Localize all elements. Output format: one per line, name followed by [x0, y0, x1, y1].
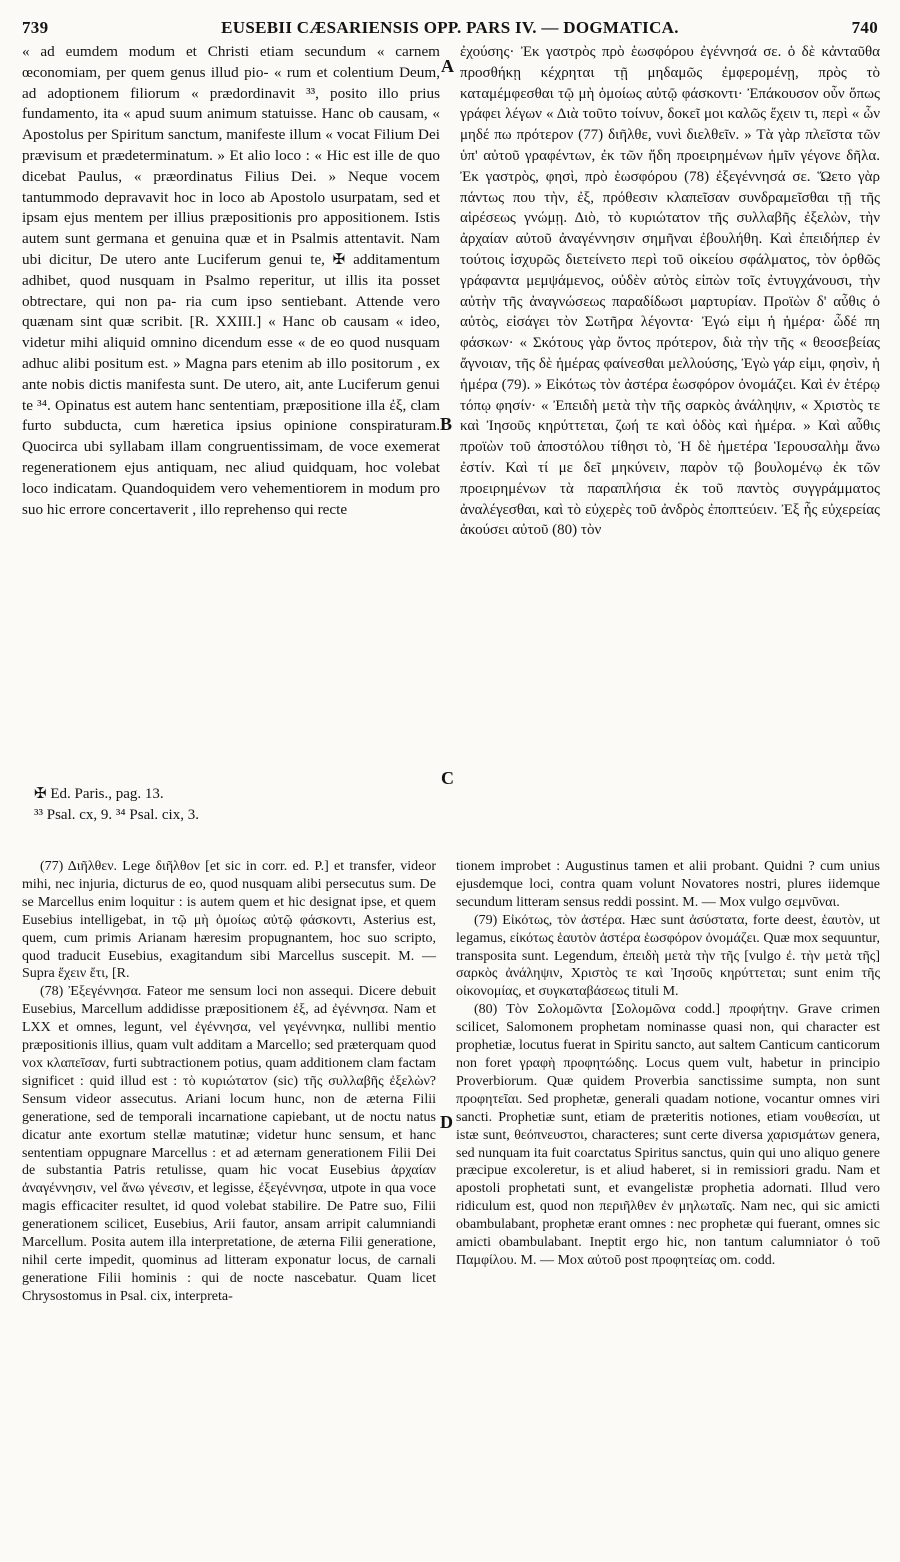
greek-text-paragraph: ἐχούσης· Ἐκ γαστρὸς πρὸ ἑωσφόρου ἐγέννησά σε. ὁ δὲ κἀνταῦθα προσθήκῃ κέχρηται τῇ μηδαμῶς ἐμφερομένῃ, πρὸς τὸ καταμέμφεσθαι τῷ μὴ ὁμοίως αὐτῷ φάσκοντι· Ἐπάκουσον οὖν ὅπως γράφει λέγων « Διὰ τοῦτο τοίνυν, δοκεῖ μοι καλῶς ἔχειν τι, περὶ « ὧν μηδέ πω πρότερον (77) διῆλθε, νυνὶ διελθεῖν. » Τὰ γὰρ πλεῖστα τῶν ὑπ' αὐτοῦ γραφέντων, ἐκ τῶν ἤδη προειρημένων ἡμῖν γέγονε δῆλα. Ἐκ γαστρὸς, φησὶ, πρὸ ἑωσφόρου (78) ἐξεγέννησά σε. Ὥετο γὰρ πάντως που τὴν, ἐξ, πρόθεσιν κλαπεῖσαν συνδραμεῖσθαι τῇ τῆς αἱρέσεως γνώμῃ. Διὸ, τὸ κυριώτατον τῆς συλλαβῆς ἐξελὼν, τὴν ἀρχαίαν αὐτοῦ ἀναγέννησιν σημῆναι ἐβουλήθη. Καὶ ἐπειδήπερ ἐν τούτοις ἰσχυρῶς διετείνετο περὶ τοῦ οἰκείου σφάλματος, τὸν ὀρθῶς γράφαντα μεμψάμενος, οὐδὲν αὐτὸς εἰπὼν τοῖς ἐντυγχάνουσι, τὴν αὐτὴν τῆς ἀναγνώσεως παραδίδωσι μαρτυρίαν. Προϊὼν δ' αὖθις ὁ αὐτὸς, εἰσάγει τὸν Σωτῆρα λέγοντα· Ἐγώ εἰμι ἡ ἡμέρα· ὧδέ πη φάσκων· « Σκότους γὰρ ὄντος πρότερον, διὰ τὴν τῆς « θεοσεβείας ἄγνοιαν, τῆς δὲ ἡμέρας φαίνεσθαι μελλούσης, Ἐγὼ γάρ εἰμι, φησὶν, ἡ ἡμέρα (79). » Εἰκότως τὸν ἀστέρα ἑωσφόρον ὀνομάζει. Καὶ ἐν ἑτέρῳ τόπῳ φησίν· « Ἐπειδὴ μετὰ τὴν τῆς σαρκὸς ἀνάληψιν, « Χριστὸς τε καὶ Ἰησοῦς κηρύττεται, ζωή τε καὶ ὁδὸς καὶ ἡμέρα. » Καὶ αὖθις προϊὼν τοῦ ἀποστόλου τίθησι τὸ, Ἡ δὲ ἡμετέρα Ἱερουσαλὴμ ἄνω ἐστίν. Καὶ τί με δεῖ μηκύνειν, παρὸν τῷ βουλομένῳ ἐκ τῶν προειρημένων τὰ παραπλήσια ἐκ τοῦ παντὸς συγγράμματος ἀναλέγεσθαι, καὶ τὸ εὐχερὲς τοῦ ἀνδρὸς ἐποπτεύειν. Ἐξ ἧς εὐχερείας ἀκούσει αὐτοῦ (80) τὸν	[460, 44, 880, 539]
note-80: (80) Τὸν Σολομῶντα [Σολομῶνα codd.] προφήτην. Grave crimen scilicet, Salomonem prophetam nominasse quasi non, qui character est prophetiæ, locutus fuerat in Spiritu sancto, aut saltem Canticum canticorum non foret γραφὴ προφητώδης. Locus quem vult, habetur in principio Proverbiorum. Quæ quidem Proverbia sanctissime sumpta, non sunt προφητεῖαι. Sed prophetæ, generali quadam notione, vocantur omnes viri sancti. Prophetiæ sunt, etiam de præteritis notiones, etiam νουθεσίαι, ut istæ sunt, θεόπνευστοι, characteres; sunt certe diversa χαρισμάτων genera, sed nunquam ita fuit coarctatus Spiritus sanctus, quin qui uno aliquo genere præcipue excoleretur, is et aliud haberet, si in remissiori gradu. Nam et apostoli prophetati sunt, et evangelistæ prophetia adornati. Illud vero ridiculum est, quod non περιῆλθεν ἐν μηλωταῖς. Nam nec, qui sic amicti obambulabant, prophetæ erant omnes : nec prophetæ qui fuerant, omnes sic amicti obambulabant. Ineptit ergo hic, non tantum calumniator ὁ τοῦ Παμφίλου. M. — Mox αὐτοῦ post προφητείας om. codd.	[456, 1002, 880, 1268]
annotations-right-column	[456, 858, 880, 1270]
page-number-left: 739	[22, 18, 49, 37]
note-79: (79) Εἰκότως, τὸν ἀστέρα. Hæc sunt ἀσύστατα, forte deest, ἑαυτὸν, ut legamus, εἰκότως ἑαυτὸν ἀστέρα ἑωσφόρον ὀνομάζει. Quæ mox sequuntur, transposita sunt. Legendum, ἐπειδὴ μετὰ τὴν τῆς [vulgo ἐ. τὴν μετὰ τῆς] σαρκὸς ἀνάληψιν, Χριστὸς τε καὶ Ἰησοῦς κηρύττεται; sunt enim τῆς οἰκονομίας, et συγκαταβάσεως tituli M.	[456, 912, 880, 1000]
psalm-references: ³³ Psal. cx, 9. ³⁴ Psal. cix, 3.	[34, 806, 199, 823]
note-77: (77) Διῆλθεν. Lege διῆλθον [et sic in corr. ed. P.] et transfer, videor mihi, nec injuria, dicturus de eo, quod nusquam alibi persecutus sum. De se Marcellus enim loquitur : is autem quem et hic designat ipse, et quem Eusebius intelligebat, in τῷ μὴ ὁμοίως αὐτῷ φάσκοντι, Asterius est, quem, cum primis Arianam hæresim propugnantem, hoc suo scripto, quod traducit Eusebius, exagitandum sibi Marcellus suscepit. M. — Supra ἔχειν ἔτι, [R.	[22, 859, 436, 982]
note-78-continued: tionem improbet : Augustinus tamen et alii probant. Quidni ? cum unius ejusdemque loci, contra quam volunt Novatores nostri, plures iidemque secundum litteram sensus reddi possint. M. — Mox vulgo σεμνῦναι.	[456, 859, 880, 910]
edition-note: ✠ Ed. Paris., pag. 13.	[34, 786, 164, 802]
latin-text-paragraph: « ad eumdem modum et Christi etiam secundum « carnem œconomiam, per quem genus illud pio- « rum et colentium Deum, ad adoptionem filiorum « prædordinavit ³³, posito illo prius fundamento, ita « apud suum animum statuisse. Hanc ob causam, « Apostolus per Spiritum sanctum, manifeste illum « vocat Filium Dei prævisum et prædeterminatum. » Et alio loco : « Hic est ille de quo dicebat Paulus, « præordinatus Filius Dei. » Neque vocem tantummodo depravavit hoc in loco ab Apostolo usurpatam, sed et ipsam ejus mentem per illius præpositionis pro appositionem. Istis autem sunt germana et genuina quæ et in Psalmis attentavit. Nam ubi dicitur, De utero ante Luciferum genui te, ✠ additamentum adhibet, quod nusquam in Psalmo reperitur, ut illis ita posset obtrectare, qui non pa- ria cum ipso sentiebant. Attende vero quænam sint quæ scribit. [R. XXIII.] « Hanc ob causam « ideo, videtur mihi aliquid omnino dicendum esse « de eo quod nusquam adhuc alibi positum est. » Magna pars etenim ab illo positorum , ex ante nobis dictis manifesta sunt. De utero, ait, ante Luciferum genui te ³⁴. Opinatus est autem hanc sententiam, præpositione illa ἐξ, clam furto subducta, cum hæretica ipsius opinione conspiraturam. Quocirca ubi syllabam illam congruentissimam, de voce exemerat regenerationem ejus antiquam, nec aliud quidquam, hoc volebat loco indicatam. Quandoquidem vero vehementiorem in modum pro suo hic errore concertaverit , illo reprehenso qui recte	[22, 43, 440, 518]
margin-letter-c: C	[441, 768, 454, 788]
greek-text-column	[460, 42, 880, 541]
running-header	[22, 14, 878, 44]
running-title: EUSEBII CÆSARIENSIS OPP. PARS IV. — DOGMATICA.	[221, 18, 679, 37]
margin-letter-b: B	[440, 414, 453, 434]
annotations-left-column	[22, 858, 436, 1306]
latin-translation-column	[22, 42, 440, 520]
note-78: (78) Ἐξεγέννησα. Fateor me sensum loci non assequi. Dicere debuit Eusebius, Marcellum addidisse præpositionem ἐξ, ad ἐγέννησα. Nam et LXX et omnes, legunt, vel ἐγέννησα, vel γεγέννηκα, nullibi mentio præpositionis illius, quam vult additam a Marcello; sed præterquam quod vox κλαπεῖσαν, furti subtractionem potius, quam additionem clam factam significet : quid illud est : τὸ κυριώτατον (sic) τῆς συλλαβῆς ἐξελὼν? Sensum videor assecutus. Ariani locum hunc, non de æterna Filii generatione, sed de temporali incarnatione capiebant, ut de noctu natus dicatur ante exortum stellæ matutinæ; videtur hunc sensum, et hanc sententiam oppugnare Marcellus : et ad æternam generationem Filii Dei de substantia Patris retulisse, quam hic vocat Eusebius ἀρχαίαν ἀναγέννησιν, vel ἄνω γένεσιν, et legisse, ἐξεγέννησα, utpote in qua voce magis efficaciter resultet, id quod volebat stabilire. De Patre suo, Filii generationem scilicet, Eusebius, Arii fautor, ansam arripit calumniandi Marcellum. Posita autem illa interpretatione, de æterna Filii generatione, nihil certe impedit, quominus ad litteram exponatur locus, de carnali generatione Filii hominis : qui de nocte nascebatur. Quam licet Chrysostomus in Psal. cix, interpreta-	[22, 984, 436, 1304]
page-number-right: 740	[851, 18, 878, 37]
margin-letter-a: A	[441, 56, 454, 76]
scripture-references	[34, 784, 394, 825]
margin-letter-d: D	[440, 1112, 453, 1132]
